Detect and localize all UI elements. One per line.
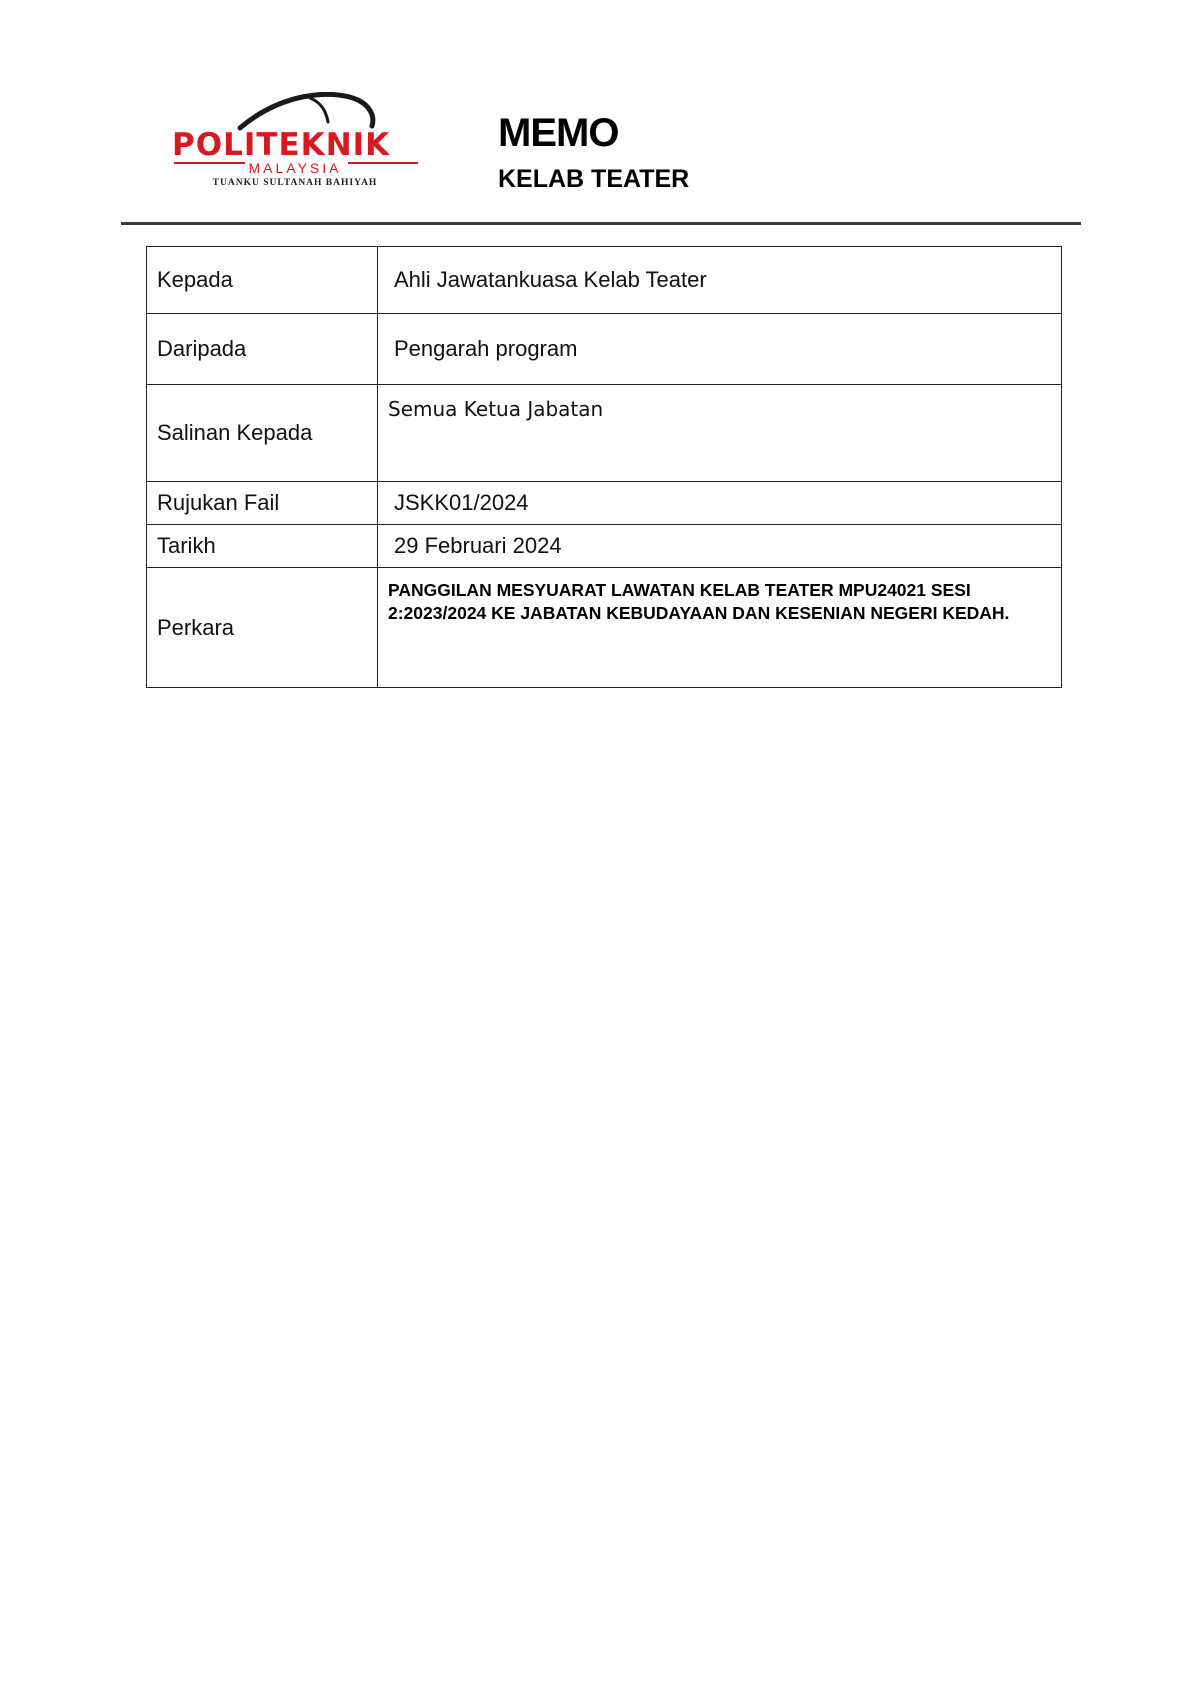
row-label-salinan-kepada: Salinan Kepada [147,385,378,482]
memo-subtitle: KELAB TEATER [498,165,690,193]
row-value-perkara: PANGGILAN MESYUARAT LAWATAN KELAB TEATER MPU24021 SESI 2:2023/2024 KE JABATAN KEBUDAYAAN DAN KESENIAN NEGERI KEDAH. [378,568,1062,688]
table-row [147,482,1062,525]
header-divider [121,222,1081,225]
row-label-kepada: Kepada [147,247,378,314]
politeknik-logo [170,92,430,188]
table-row [147,385,1062,482]
row-value-tarikh: 29 Februari 2024 [378,525,1062,568]
table-row [147,568,1062,688]
logo-wordmark: POLITEKNIK [172,127,391,163]
table-row [147,314,1062,385]
table-row [147,247,1062,314]
row-value-kepada: Ahli Jawatankuasa Kelab Teater [378,247,1062,314]
logo-tagline: TUANKU SULTANAH BAHIYAH [212,178,378,188]
memo-details-table [146,246,1062,688]
row-label-perkara: Perkara [147,568,378,688]
row-value-rujukan-fail: JSKK01/2024 [378,482,1062,525]
row-value-salinan-kepada: Semua Ketua Jabatan [378,385,1062,482]
table-row [147,525,1062,568]
memo-title: MEMO [498,111,619,155]
row-label-rujukan-fail: Rujukan Fail [147,482,378,525]
row-label-daripada: Daripada [147,314,378,385]
row-value-daripada: Pengarah program [378,314,1062,385]
row-label-tarikh: Tarikh [147,525,378,568]
logo-country: MALAYSIA [248,160,342,176]
